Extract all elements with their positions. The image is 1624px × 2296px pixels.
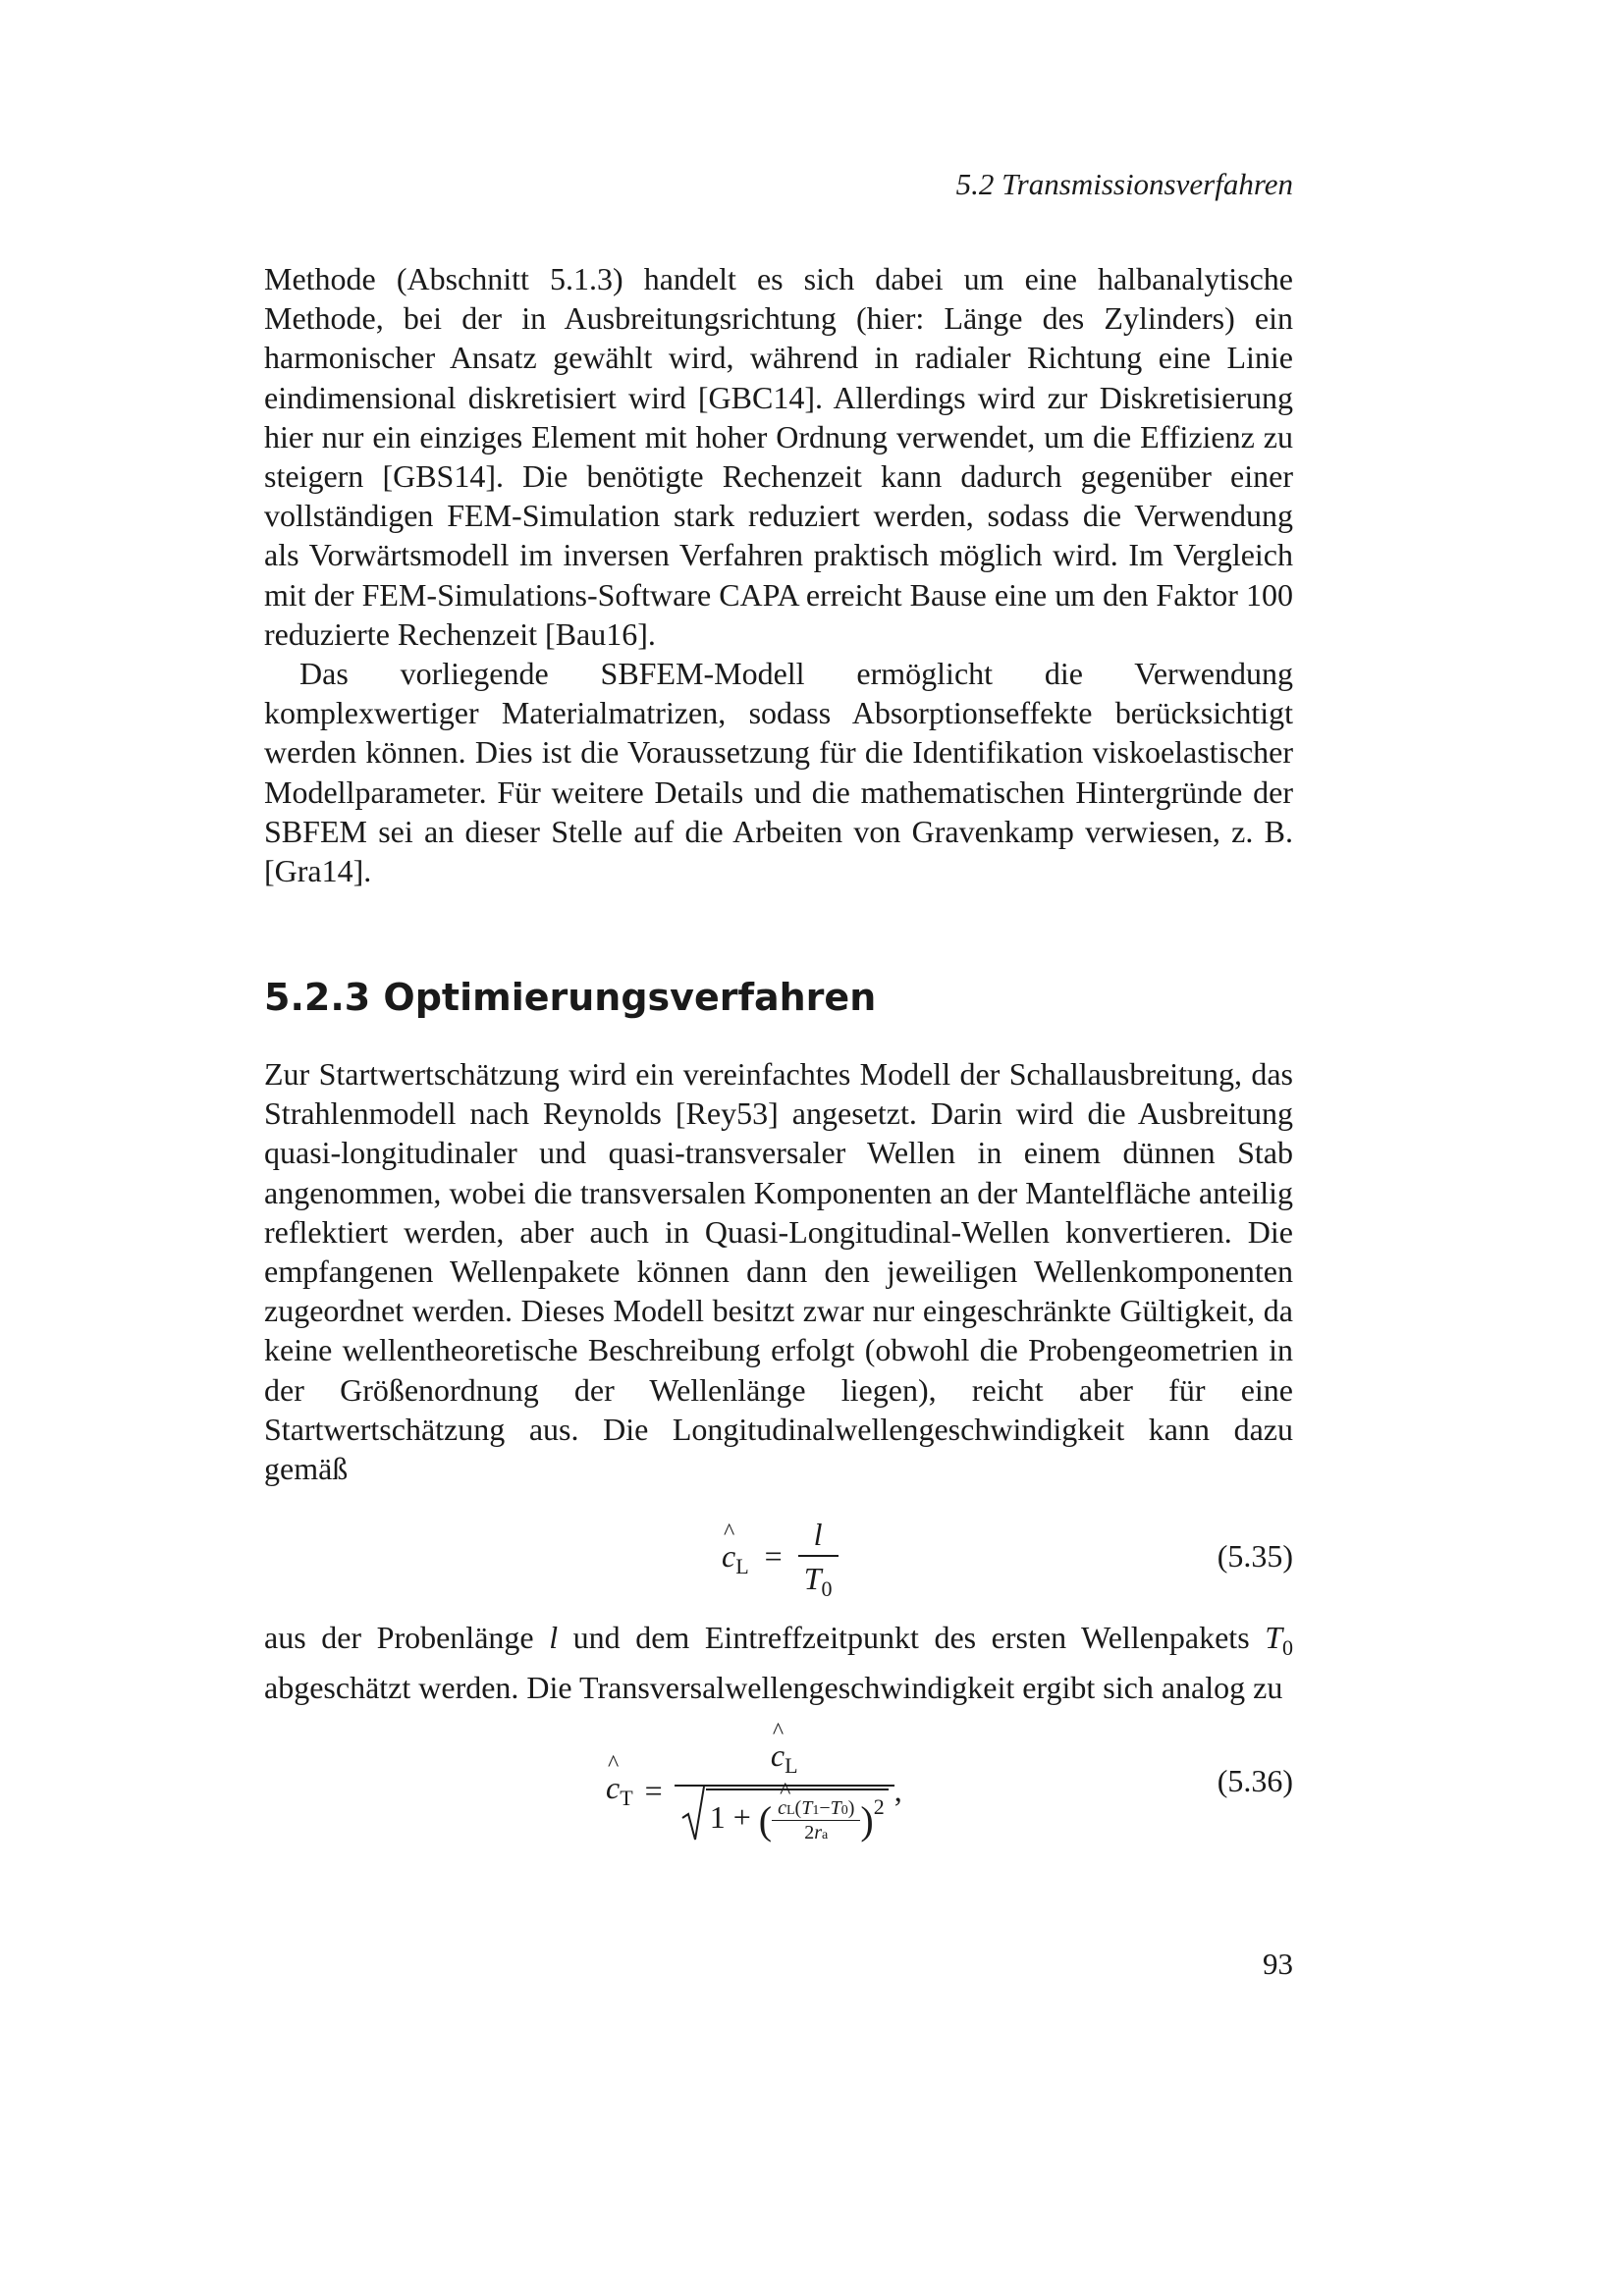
equation-5-36-body	[606, 1737, 902, 1844]
eq2-inner-num-var: ^ c	[778, 1797, 786, 1820]
p4-var-l: l	[549, 1620, 559, 1655]
equation-number-5-36: (5.36)	[1217, 1763, 1293, 1798]
p4-part-c: abgeschätzt werden. Die Transversalwellengeschwindigkeit ergibt sich analog zu	[264, 1670, 1283, 1706]
eq2-inner-fraction	[772, 1797, 860, 1844]
equation-5-35	[264, 1517, 1293, 1605]
eq2-inner-open: (	[794, 1796, 802, 1819]
section-heading: 5.2.3 Optimierungsverfahren	[264, 976, 877, 1019]
p4-part-b: und dem Eintreffzeitpunkt des ersten Wellenpakets	[572, 1620, 1250, 1655]
eq1-den-sub: 0	[821, 1576, 833, 1601]
eq2-lhs	[606, 1770, 633, 1811]
eq2-inner-numerator	[772, 1797, 860, 1820]
paragraph-2: Das vorliegende SBFEM-Modell ermöglicht die Verwendung komplexwertiger Materialmatrizen, sodass Absorptionseffekte berücksichtigt werden können. Dies ist die Voraussetzung für die Identifikation viskoelastischer Modellparameter. Für weitere Details und die mathematischen Hintergründe der SBFEM sei an dieser Stelle auf die Arbeiten von Gravenkamp verwiesen, z. B. [Gra14].	[264, 656, 1293, 889]
eq2-lparen: (	[758, 1798, 773, 1842]
eq2-rparen: )	[860, 1798, 874, 1842]
running-header: 5.2 Transmissionsverfahren	[955, 167, 1293, 201]
eq2-inner-den-sub: a	[822, 1827, 829, 1842]
eq2-num-var: ^ c	[771, 1737, 785, 1774]
eq2-inner-T1: T	[801, 1796, 813, 1819]
eq2-inner-den-var: r	[814, 1821, 823, 1843]
body-text-block-1	[264, 259, 1293, 890]
eq2-lhs-var: ^ c	[606, 1770, 620, 1806]
paragraph-3: Zur Startwertschätzung wird ein vereinfachtes Modell der Schallausbreitung, das Strahlenmodell nach Reynolds [Rey53] angesetzt. Darin wird die Ausbreitung quasi-longitudinaler und quasi-transversaler Wellen in einem dünnen Stab angenommen, wobei die transversalen Komponenten an der Mantelfläche anteilig reflektiert werden, aber auch in Quasi-Longitudinal-Wellen konvertieren. Die empfangenen Wellenpakete können dann den jeweiligen Wellenkomponenten zugeordnet werden. Dieses Modell besitzt zwar nur eingeschränkte Gültigkeit, da keine wellentheoretische Beschreibung erfolgt (obwohl die Probengeometrien in der Größenordnung der Wellenlänge liegen), reicht aber für eine Startwertschätzung aus. Die Longitudinalwellengeschwindigkeit kann dazu gemäß	[264, 1056, 1293, 1487]
body-text-block-3	[264, 1618, 1293, 1707]
eq2-one-plus: 1 +	[709, 1799, 751, 1835]
p4-sub-0: 0	[1282, 1635, 1294, 1660]
equation-number-5-35: (5.35)	[1217, 1538, 1293, 1574]
eq2-lhs-sub: T	[620, 1786, 633, 1811]
eq2-inner-T1-sub: 1	[812, 1802, 820, 1818]
eq2-inner-den-two: 2	[804, 1821, 815, 1843]
eq2-denominator	[675, 1785, 894, 1844]
eq2-fraction	[675, 1737, 894, 1844]
p4-part-a: aus der Probenlänge	[264, 1620, 534, 1655]
eq2-inner-T0-sub: 0	[840, 1802, 848, 1818]
eq2-inner-denominator	[772, 1820, 860, 1844]
eq1-lhs-sub: L	[735, 1553, 749, 1578]
eq1-denominator	[798, 1555, 839, 1602]
eq1-equals: =	[764, 1537, 783, 1574]
equation-5-36	[264, 1737, 1293, 1865]
eq2-sqrt	[680, 1789, 889, 1844]
eq2-exponent: 2	[873, 1794, 885, 1819]
eq1-den-var: T	[803, 1561, 822, 1596]
eq2-radicand	[706, 1789, 889, 1844]
eq1-numerator: l	[813, 1517, 823, 1552]
p4-var-T: T	[1265, 1620, 1283, 1655]
eq2-trailing-comma: ,	[893, 1772, 902, 1808]
eq2-num-sub: L	[785, 1753, 798, 1778]
eq1-fraction	[798, 1517, 839, 1602]
eq2-inner-T0: T	[830, 1796, 841, 1819]
eq2-inner-num-sub: L	[785, 1802, 795, 1818]
paragraph-4	[264, 1618, 1293, 1707]
eq2-inner-close: )	[847, 1796, 855, 1819]
eq1-lhs-var: ^ c	[722, 1538, 735, 1575]
eq2-equals: =	[644, 1772, 663, 1808]
sqrt-radical-icon	[680, 1785, 706, 1843]
page-number: 93	[1263, 1947, 1293, 1981]
eq2-inner-minus: −	[819, 1796, 831, 1819]
equation-5-35-body	[722, 1517, 839, 1602]
body-text-block-2	[264, 1054, 1293, 1488]
paragraph-1: Methode (Abschnitt 5.1.3) handelt es sich dabei um eine halbanalytische Methode, bei der in Ausbreitungsrichtung (hier: Länge des Zylinders) ein harmonischer Ansatz gewählt wird, während in radialer Richtung eine Linie eindimensional diskretisiert wird [GBC14]. Allerdings wird zur Diskretisierung hier nur ein einziges Element mit hoher Ordnung verwendet, um die Effizienz zu steigern [GBS14]. Die benötigte Rechenzeit kann dadurch gegenüber einer vollständigen FEM-Simulation stark reduziert werden, sodass die Verwendung als Vorwärtsmodell im inversen Verfahren praktisch möglich wird. Im Vergleich mit der FEM-Simulations-Software CAPA erreicht Bause eine um den Faktor 100 reduzierte Rechenzeit [Bau16].	[264, 261, 1293, 652]
